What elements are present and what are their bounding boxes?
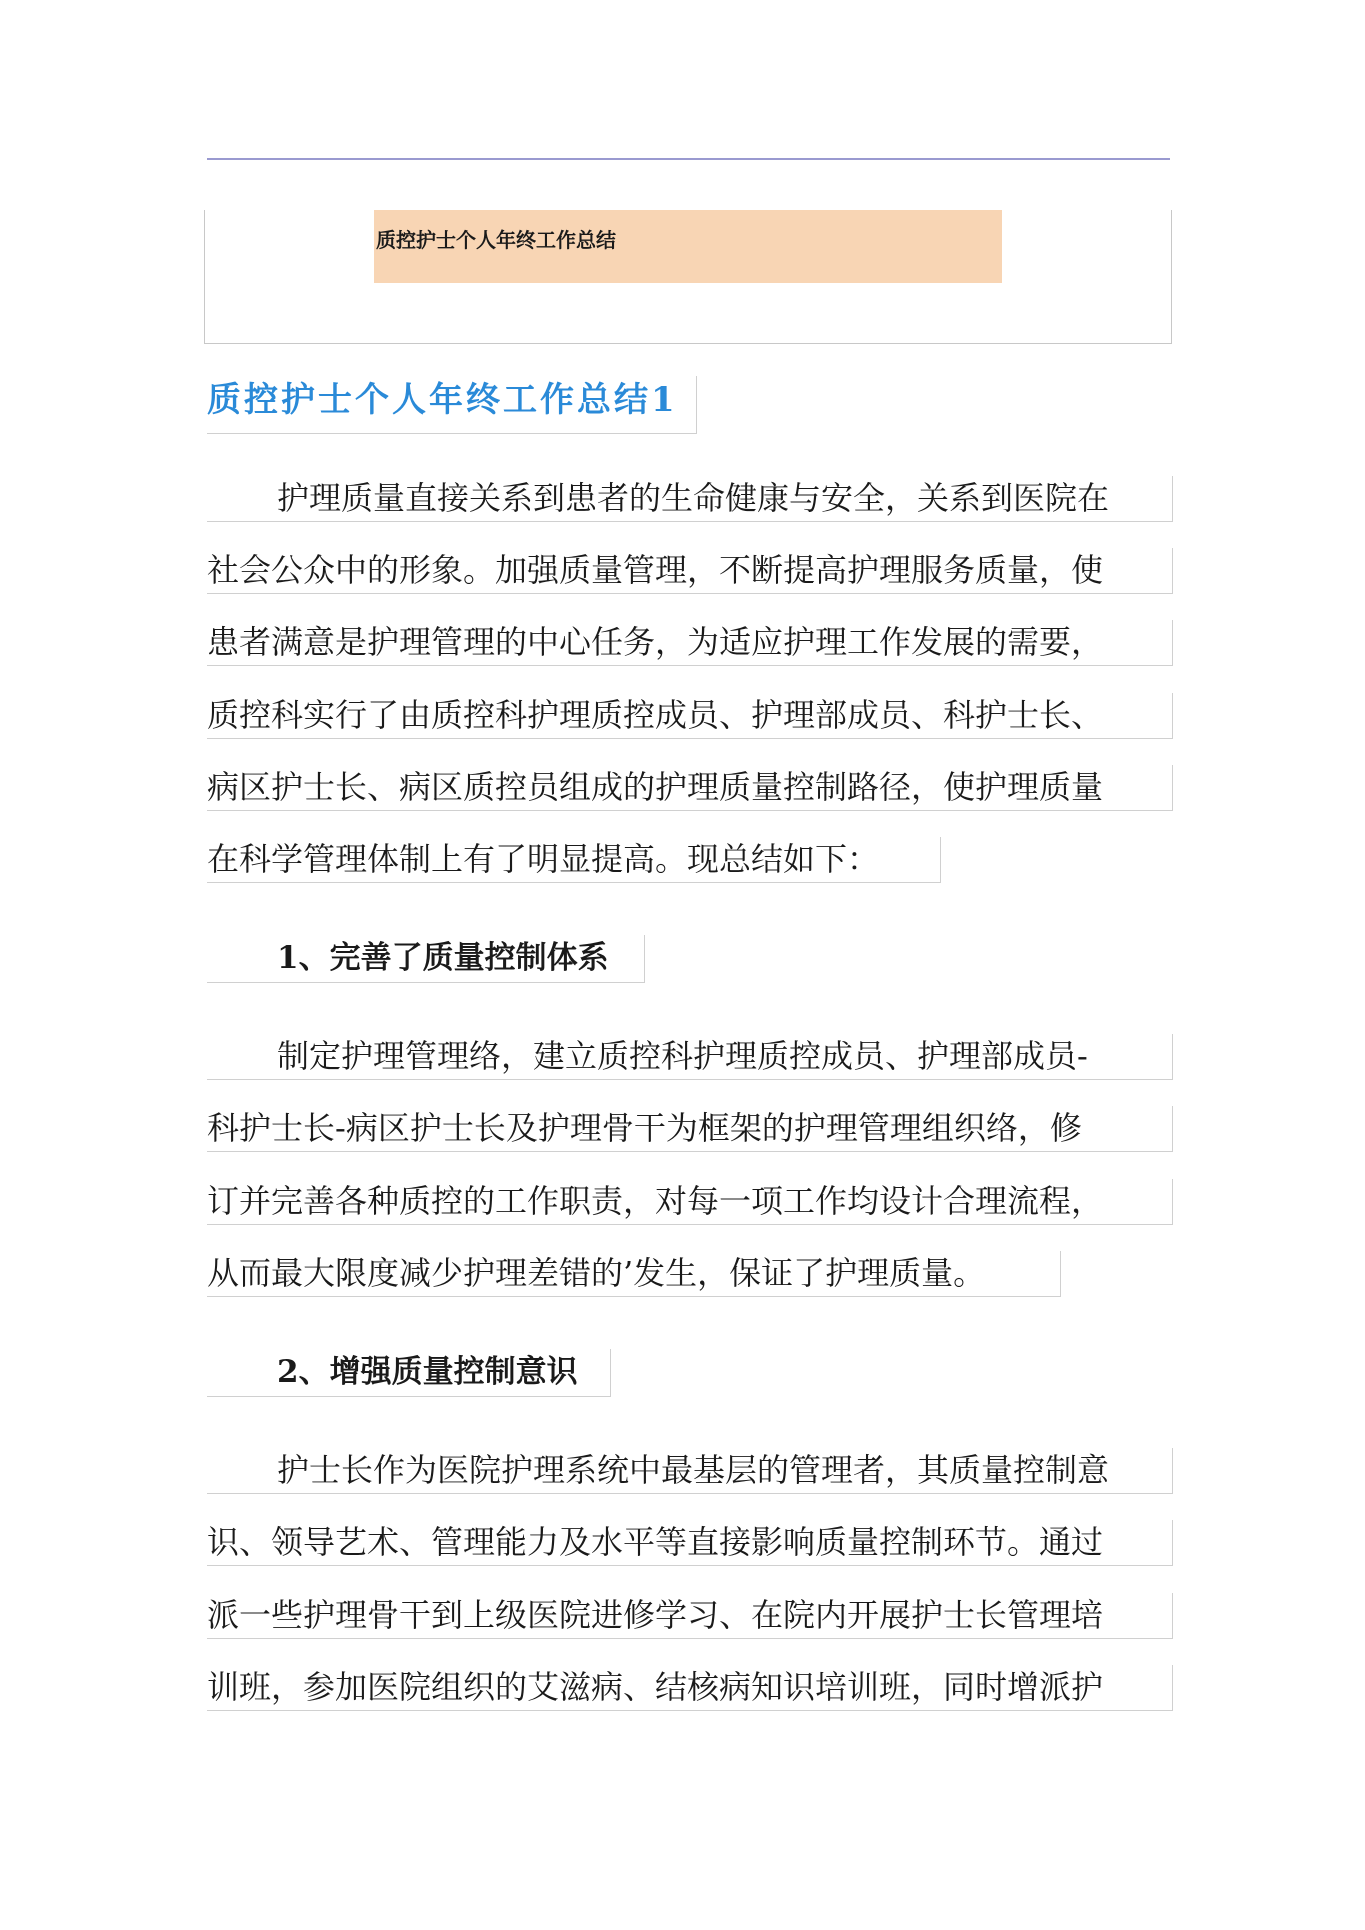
header-rule [207, 158, 1170, 160]
paragraph-line: 科护士长-病区护士长及护理骨干为框架的护理管理组织络，修 [207, 1106, 1173, 1152]
paragraph-line: 护士长作为医院护理系统中最基层的管理者，其质量控制意 [207, 1448, 1173, 1494]
paragraph-line: 识、领导艺术、管理能力及水平等直接影响质量控制环节。通过 [207, 1520, 1173, 1566]
paragraph-line: 订并完善各种质控的工作职责，对每一项工作均设计合理流程， [207, 1179, 1173, 1225]
paragraph-line: 派一些护理骨干到上级医院进修学习、在院内开展护士长管理培 [207, 1593, 1173, 1639]
paragraph-line: 制定护理管理络，建立质控科护理质控成员、护理部成员- [207, 1034, 1173, 1080]
paragraph-line: 护理质量直接关系到患者的生命健康与安全，关系到医院在 [207, 476, 1173, 522]
paragraph-line: 社会公众中的形象。加强质量管理，不断提高护理服务质量，使 [207, 548, 1173, 594]
header-banner-title: 质控护士个人年终工作总结 [376, 228, 616, 252]
paragraph-line: 质控科实行了由质控科护理质控成员、护理部成员、科护士长、 [207, 693, 1173, 739]
paragraph-line: 训班，参加医院组织的艾滋病、结核病知识培训班，同时增派护 [207, 1665, 1173, 1711]
section-heading: 2、增强质量控制意识 [207, 1349, 611, 1397]
paragraph-line: 患者满意是护理管理的中心任务，为适应护理工作发展的需要， [207, 620, 1173, 666]
header-banner [374, 210, 1002, 283]
paragraph-line: 在科学管理体制上有了明显提高。现总结如下： [207, 837, 941, 883]
section-heading: 1、完善了质量控制体系 [207, 935, 645, 983]
paragraph-line: 病区护士长、病区质控员组成的护理质量控制路径，使护理质量 [207, 765, 1173, 811]
paragraph-line: 从而最大限度减少护理差错的’发生，保证了护理质量。 [207, 1251, 1061, 1297]
document-title: 质控护士个人年终工作总结1 [207, 376, 697, 434]
